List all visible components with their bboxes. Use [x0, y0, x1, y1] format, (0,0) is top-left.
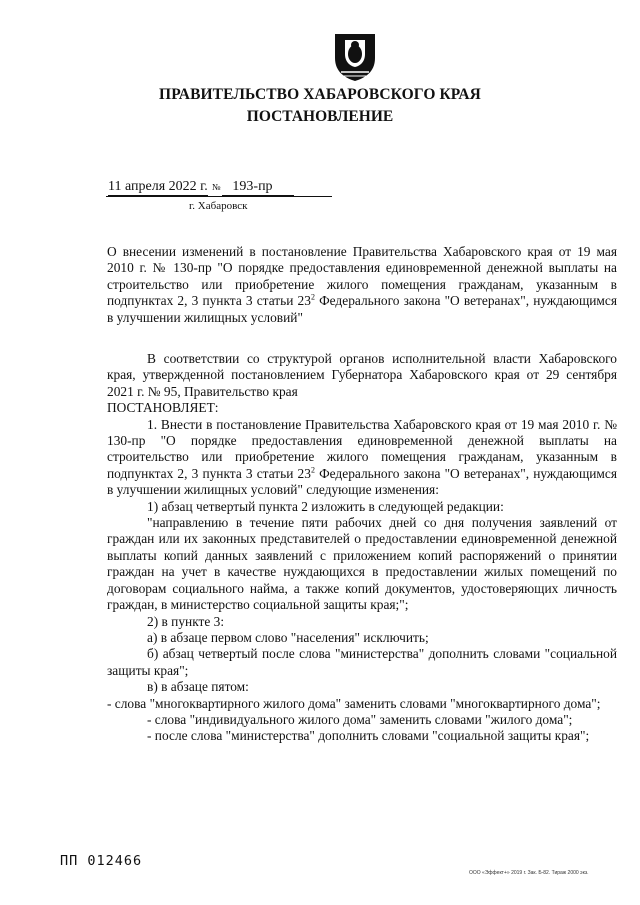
paragraph: 1) абзац четвертый пункта 2 изложить в следующей редакции: [147, 498, 504, 514]
title-text-1: О внесении изменений в постановление Правительства Хабаровского края от 19 мая 2010 г. № 130-пр "О порядке предоставления единовременной денежной выплаты на строительство или приобретение жилого помещения гражданам, указанным в подпунктах 2, 3 пункта 3 статьи 23 [107, 244, 617, 309]
document-body [107, 351, 617, 745]
paragraph: а) в абзаце первом слово "населения" исключить; [147, 629, 429, 645]
item-1 [107, 417, 617, 499]
document-number: 193-пр [222, 179, 294, 196]
paragraph: - слова "многоквартирного жилого дома" заменить словами "многоквартирного дома"; [107, 695, 601, 711]
paragraph: 2) в пункте 3: [147, 613, 225, 629]
paragraph: б) абзац четвертый после слова "министерства" дополнить словами "социальной защиты края"; [107, 646, 617, 678]
serial-number: ПП 012466 [60, 853, 143, 869]
paragraph: в) в абзаце пятом: [147, 679, 249, 695]
item-1-text-1: 1. Внести в постановление Правительства Хабаровского края от 19 мая 2010 г. № 130-пр "О порядке предоставления единовременной денежной выплаты на строительство или приобретение жилого помещения гражданам, указанным в подпунктах 2, 3 пункта 3 статьи 23 [107, 416, 617, 481]
organization-name: ПРАВИТЕЛЬСТВО ХАБАРОВСКОГО КРАЯ [159, 86, 481, 103]
paragraph: "направлению в течение пяти рабочих дней со дня получения заявлений от граждан или их законных представителей о предоставлении единовременной денежной выплаты копий данных заявлений с приложением копий распоряжений о принятии граждан на учет в качестве нуждающихся в предоставлении жилых помещений по договорам социального найма, а также копий документов, удостоверяющих личность граждан, в министерство социальной защиты края;"; [107, 515, 617, 613]
date-number-line [108, 179, 294, 196]
number-label: № [211, 182, 221, 192]
item-1-superscript: 2 [310, 465, 315, 475]
preamble: В соответствии со структурой органов исполнительной власти Хабаровского края, утвержденной постановлением Губернатора Хабаровского края от 29 сентября 2021 г. № 95, Правительство края [107, 351, 617, 399]
paragraph: - слова "индивидуального жилого дома" заменить словами "жилого дома"; [147, 711, 573, 727]
document-title [107, 244, 617, 326]
printer-imprint: ООО «Эффект+» 2019 г. Зак. Б-82. Тираж 2000 экз. [469, 870, 589, 876]
date-underline [106, 196, 332, 197]
coat-of-arms-icon [331, 32, 379, 82]
city-name: г. Хабаровск [189, 200, 248, 212]
title-superscript: 2 [310, 292, 315, 302]
paragraph: - после слова "министерства" дополнить словами "социальной защиты края"; [147, 728, 590, 744]
item-1-text-2: Федерального закона "О ветеранах", нуждающимся в улучшении жилищных условий" следующие изменения: [107, 465, 617, 498]
title-text-2: Федерального закона "О ветеранах", нуждающимся в улучшении жилищных условий" [107, 293, 617, 325]
resolves-heading: ПОСТАНОВЛЯЕТ: [107, 400, 219, 416]
document-type: ПОСТАНОВЛЕНИЕ [246, 108, 394, 125]
document-date: 11 апреля 2022 г. [108, 179, 208, 194]
